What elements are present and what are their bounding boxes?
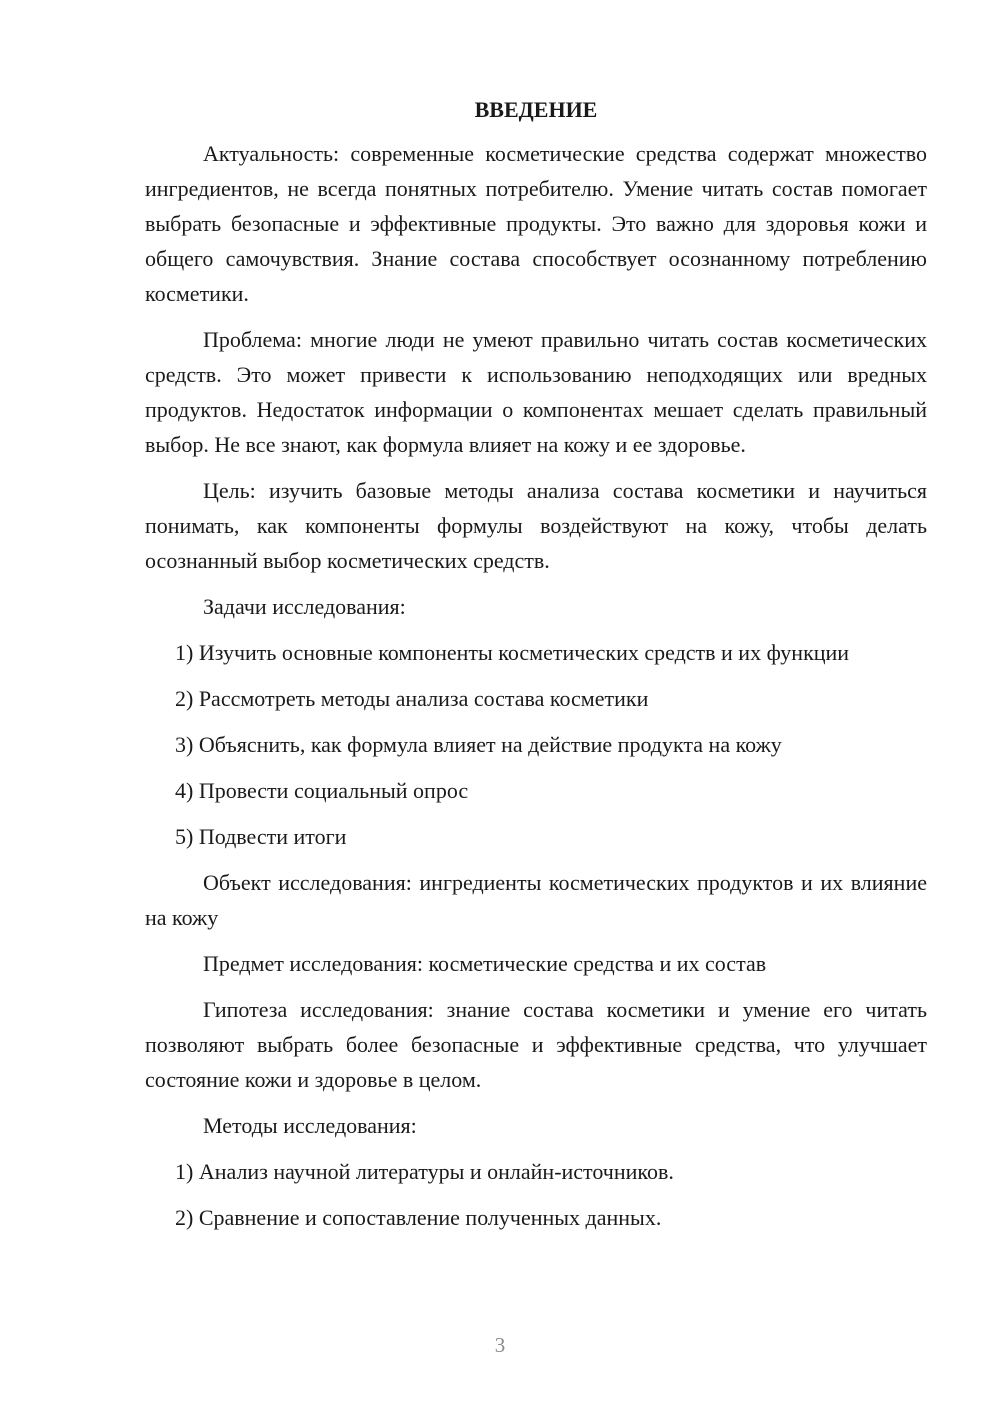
paragraph-goal: Цель: изучить базовые методы анализа состава косметики и научиться понимать, как компоненты формулы воздействуют на кожу, чтобы делать осознанный выбор косметических средств. bbox=[145, 478, 927, 573]
tasks-list bbox=[145, 635, 927, 854]
task-item: 5) Подвести итоги bbox=[175, 824, 347, 849]
methods-heading: Методы исследования: bbox=[203, 1113, 417, 1138]
tasks-heading: Задачи исследования: bbox=[203, 594, 406, 619]
page-content bbox=[145, 95, 927, 1246]
paragraph-relevance: Актуальность: современные косметические средства содержат множество ингредиентов, не всегда понятных потребителю. Умение читать состав помогает выбрать безопасные и эффективные продукты. Это важно для здоровья кожи и общего самочувствия. Знание состава способствует осознанному потреблению косметики. bbox=[145, 141, 927, 306]
task-item: 4) Провести социальный опрос bbox=[175, 778, 469, 803]
paragraph-subject: Предмет исследования: косметические средства и их состав bbox=[203, 951, 767, 976]
task-item: 3) Объяснить, как формула влияет на действие продукта на кожу bbox=[175, 732, 782, 757]
page-number: 3 bbox=[494, 1333, 506, 1357]
paragraph-hypothesis: Гипотеза исследования: знание состава косметики и умение его читать позволяют выбрать более безопасные и эффективные средства, что улучшает состояние кожи и здоровье в целом. bbox=[145, 997, 927, 1092]
paragraph-object: Объект исследования: ингредиенты косметических продуктов и их влияние на кожу bbox=[145, 870, 927, 930]
task-item: 1) Изучить основные компоненты косметических средств и их функции bbox=[175, 640, 850, 665]
paragraph-problem: Проблема: многие люди не умеют правильно читать состав косметических средств. Это может привести к использованию неподходящих или вредных продуктов. Недостаток информации о компонентах мешает сделать правильный выбор. Не все знают, как формула влияет на кожу и ее здоровье. bbox=[145, 327, 927, 457]
task-item: 2) Рассмотреть методы анализа состава косметики bbox=[175, 686, 649, 711]
method-item: 2) Сравнение и сопоставление полученных данных. bbox=[175, 1205, 662, 1230]
section-title: ВВЕДЕНИЕ bbox=[474, 97, 598, 122]
methods-list bbox=[145, 1154, 927, 1235]
method-item: 1) Анализ научной литературы и онлайн-источников. bbox=[175, 1159, 674, 1184]
